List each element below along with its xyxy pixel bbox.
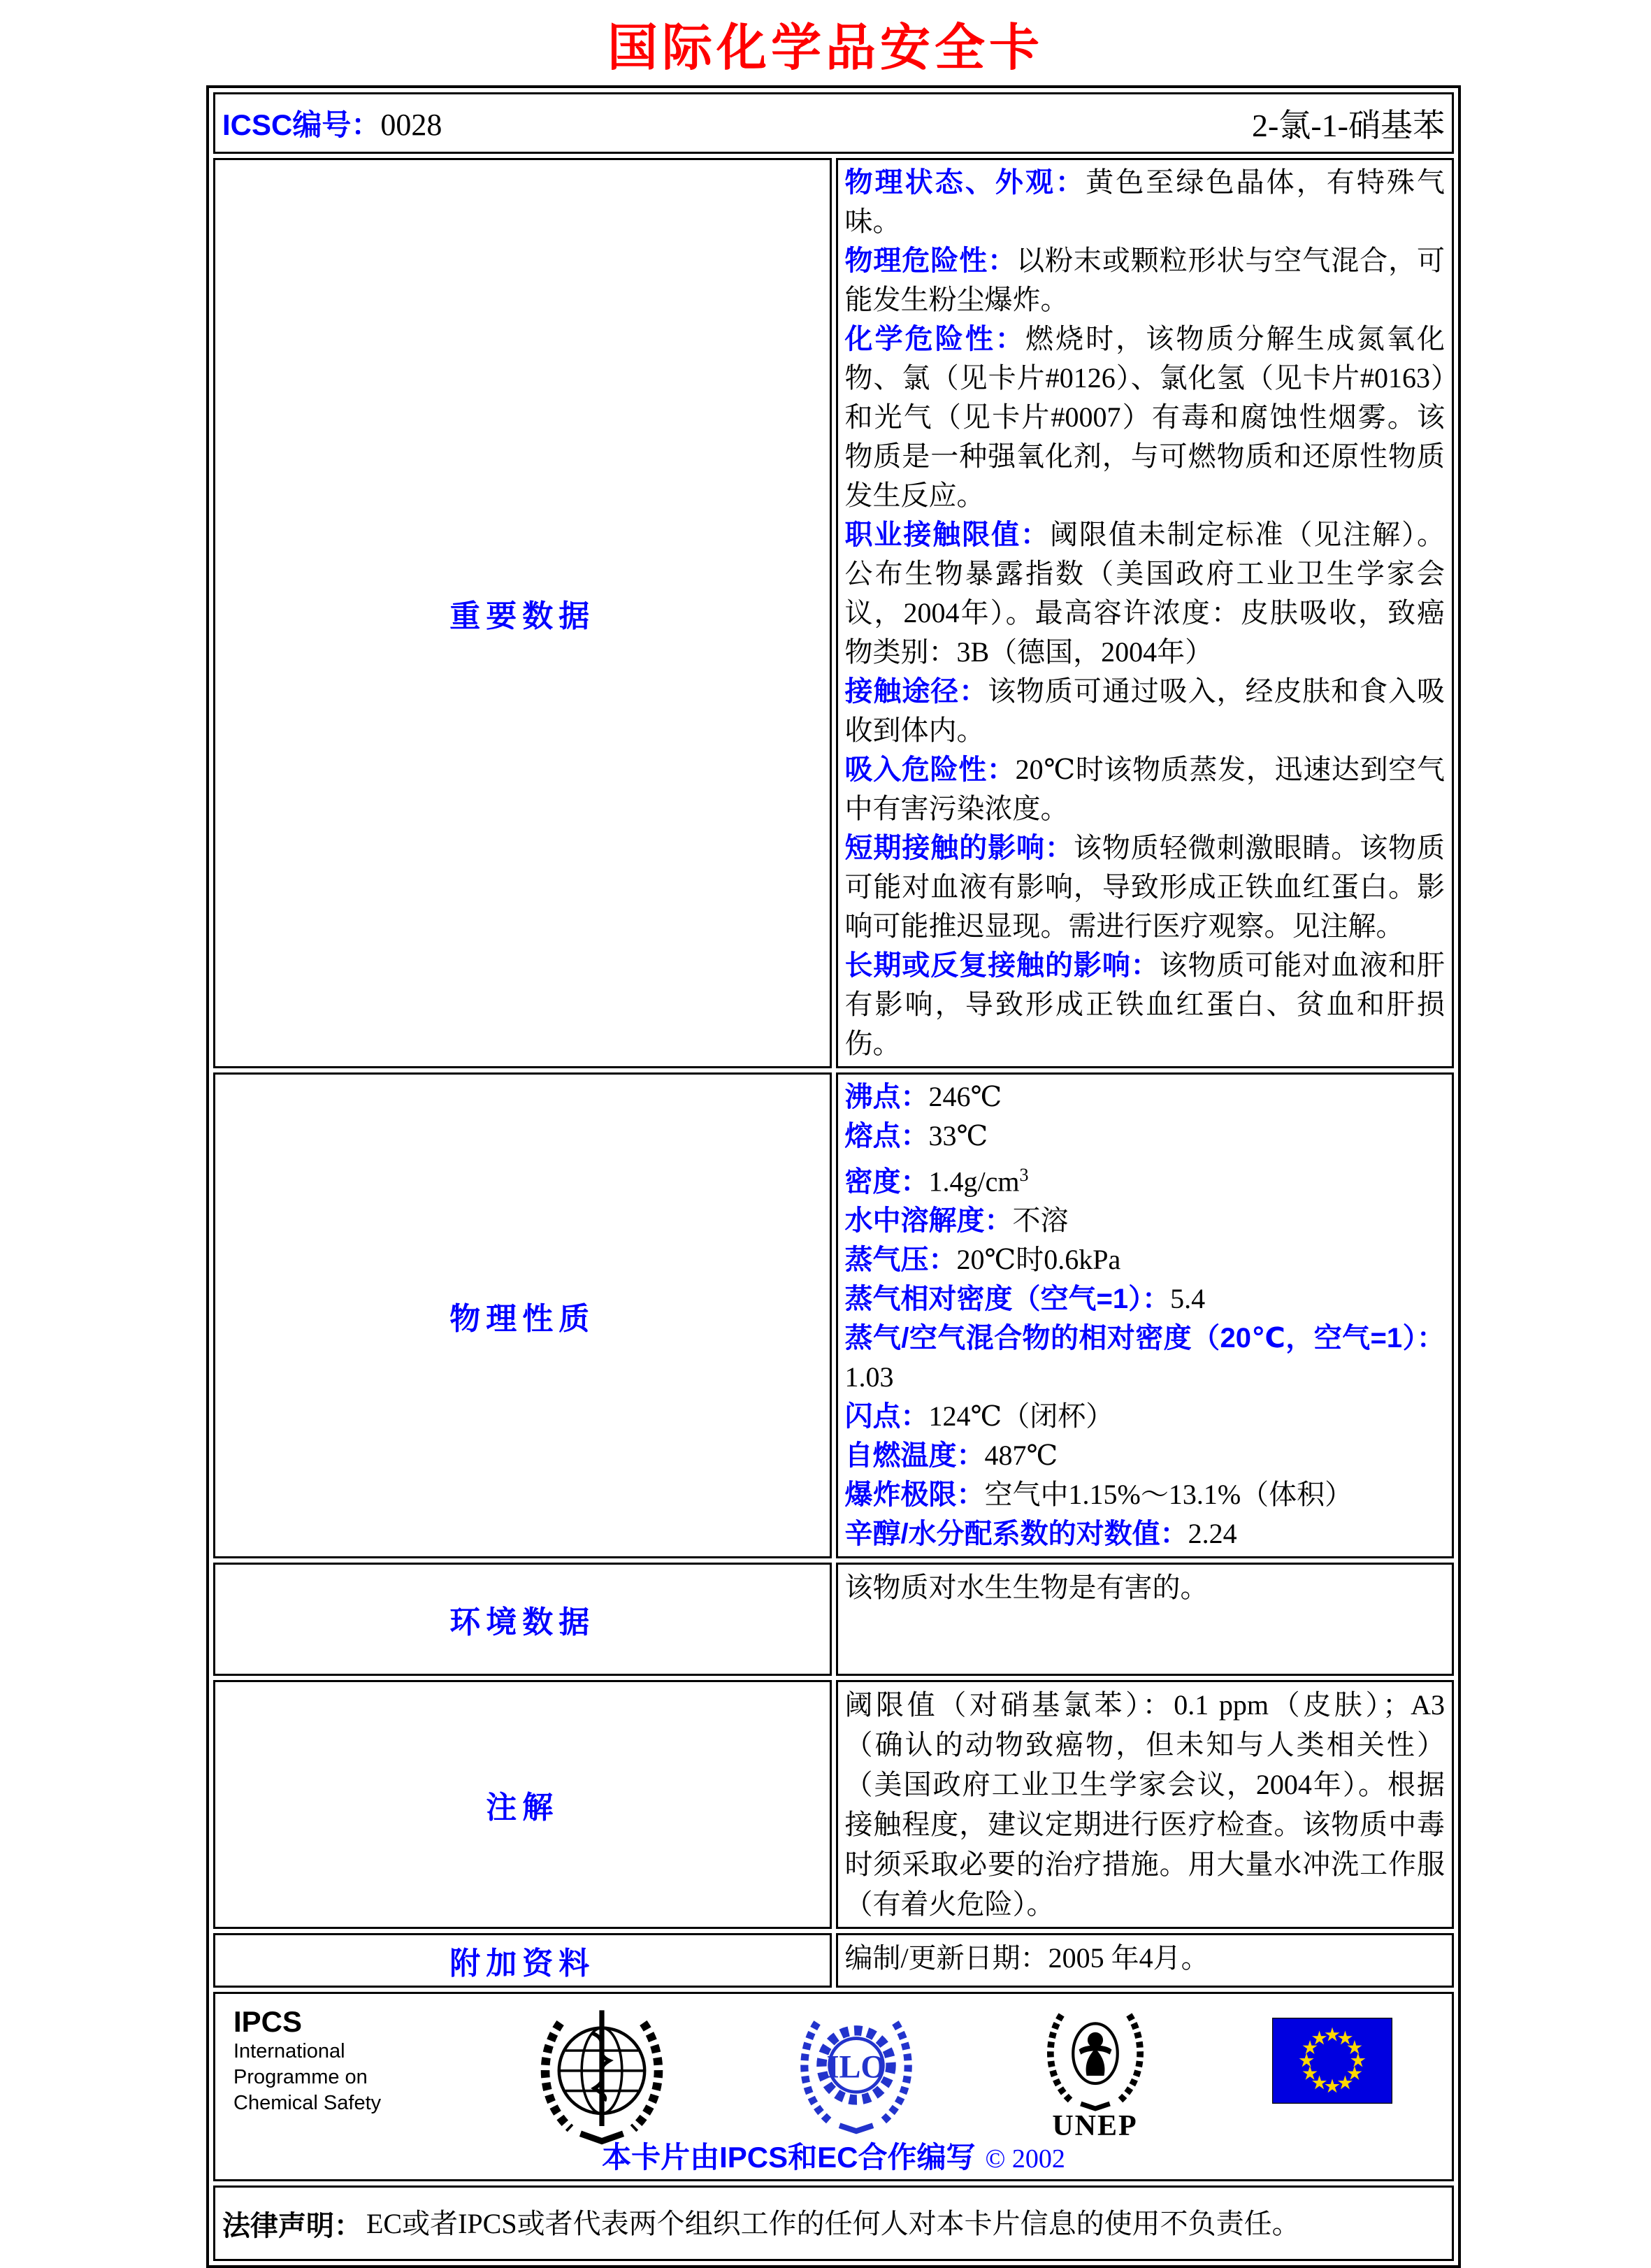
logos-row [213, 1992, 1454, 2181]
physical-property: 爆炸极限：空气中1.15%～13.1%（体积） [844, 1479, 1353, 1511]
important-data-content [836, 158, 1455, 1068]
environmental-data-text: 该物质对水生生物是有害的。 [844, 1572, 1209, 1604]
notes-content [836, 1680, 1455, 1929]
physical-property: 蒸气/空气混合物的相对密度（20℃，空气=1）：1.03 [844, 1323, 1445, 1393]
page-title: 国际化学品安全卡 [607, 20, 1044, 76]
additional-info-text: 编制/更新日期：2005 年4月。 [844, 1942, 1209, 1974]
important-data-row [213, 158, 1454, 1068]
header-row [213, 92, 1454, 154]
important-data-section-label: 重要数据 [213, 158, 832, 1068]
legal-text: EC或者IPCS或者代表两个组织工作的任何人对本卡片信息的使用不负责任。 [366, 2207, 1300, 2239]
physical-property: 水中溶解度：不溶 [844, 1205, 1069, 1237]
additional-info-section-label: 附加资料 [213, 1933, 832, 1988]
environmental-data-content [836, 1563, 1455, 1676]
important-data-item: 接触途径：该物质可通过吸入，经皮肤和食入吸收到体内。 [844, 675, 1445, 746]
important-data-item: 短期接触的影响：该物质轻微刺激眼睛。该物质可能对血液有影响，导致形成正铁血红蛋白。影响可能推迟显现。需进行医疗观察。见注解。 [844, 832, 1445, 942]
credit-line [222, 2134, 1445, 2176]
environmental-data-section-label: 环境数据 [213, 1563, 832, 1676]
additional-info-content [836, 1933, 1455, 1988]
ilo-label: ILO [826, 2049, 886, 2086]
important-data-item: 物理危险性：以粉末或颗粒形状与空气混合，可能发生粉尘爆炸。 [844, 245, 1445, 315]
important-data-item: 长期或反复接触的影响：该物质可能对血液和肝有影响，导致形成正铁血红蛋白、贫血和肝损伤。 [844, 949, 1445, 1059]
ilo-logo [795, 2009, 918, 2134]
physical-property: 辛醇/水分配系数的对数值：2.24 [844, 1518, 1237, 1550]
ipcs-text-block: IPCS International Programme on Chemical Safety [233, 2005, 408, 2116]
legal-label: 法律声明： [222, 2210, 362, 2241]
unep-label: UNEP [1052, 2110, 1138, 2143]
credit-text: 本卡片由IPCS和EC合作编写 [602, 2141, 976, 2174]
header-cell [213, 92, 1454, 154]
physical-property: 蒸气相对密度（空气=1）：5.4 [844, 1283, 1206, 1315]
chemical-name: 2-氯-1-硝基苯 [1252, 108, 1445, 143]
physical-property: 自燃温度：487℃ [844, 1440, 1058, 1472]
physical-property: 蒸气压：20℃时0.6kPa [844, 1244, 1121, 1276]
legal-row [213, 2186, 1454, 2261]
physical-property: 闪点：124℃（闭杯） [844, 1400, 1114, 1433]
icsc-number-label: ICSC编号： [222, 108, 381, 141]
unep-logo [1042, 2005, 1148, 2113]
copyright-text: © 2002 [985, 2144, 1065, 2174]
eu-flag [1272, 2018, 1392, 2104]
important-data-item: 物理状态、外观：黄色至绿色晶体，有特殊气味。 [844, 166, 1445, 237]
safety-card-table [206, 85, 1461, 2268]
physical-properties-section-label: 物理性质 [213, 1072, 832, 1558]
physical-properties-row [213, 1072, 1454, 1558]
physical-property: 密度：$1.4g/cm^3$ [844, 1165, 1029, 1198]
icsc-number-value: 0028 [380, 108, 442, 142]
unep-logo-block [1042, 2005, 1148, 2143]
who-logo [533, 2005, 671, 2146]
notes-section-label: 注解 [213, 1680, 832, 1929]
important-data-item: 吸入危险性：20℃时该物质蒸发，迅速达到空气中有害污染浓度。 [844, 754, 1445, 824]
important-data-item: 职业接触限值：阈限值未制定标准（见注解）。公布生物暴露指数（美国政府工业卫生学家会议，2004年）。最高容许浓度：皮肤吸收，致癌物类别：3B（德国，2004年） [844, 519, 1445, 668]
physical-properties-content [836, 1072, 1455, 1558]
physical-property: 沸点：246℃ [844, 1081, 1002, 1112]
physical-property: 熔点：33℃ [844, 1120, 988, 1151]
notes-text: 阈限值（对硝基氯苯）：0.1 ppm（皮肤）；A3（确认的动物致癌物，但未知与人类相关性）（美国政府工业卫生学家会议，2004年）。根据接触程度，建议定期进行医疗检查。该物质中毒时须采取必要的治疗措施。用大量水冲洗工作服（有着火危险）。 [844, 1689, 1445, 1921]
legal-cell [213, 2186, 1454, 2261]
notes-row [213, 1680, 1454, 1929]
ipcs-acronym: IPCS [233, 2005, 303, 2039]
important-data-item: 化学危险性：燃烧时，该物质分解生成氮氧化物、氯（见卡片#0126）、氯化氢（见卡片#0163）和光气（见卡片#0007）有毒和腐蚀性烟雾。该物质是一种强氧化剂，与可燃物质和还原性物质发生反应。 [844, 323, 1445, 511]
additional-info-row [213, 1933, 1454, 1988]
environmental-data-row [213, 1563, 1454, 1676]
logos-cell [213, 1992, 1454, 2181]
icsc-number [222, 102, 442, 144]
